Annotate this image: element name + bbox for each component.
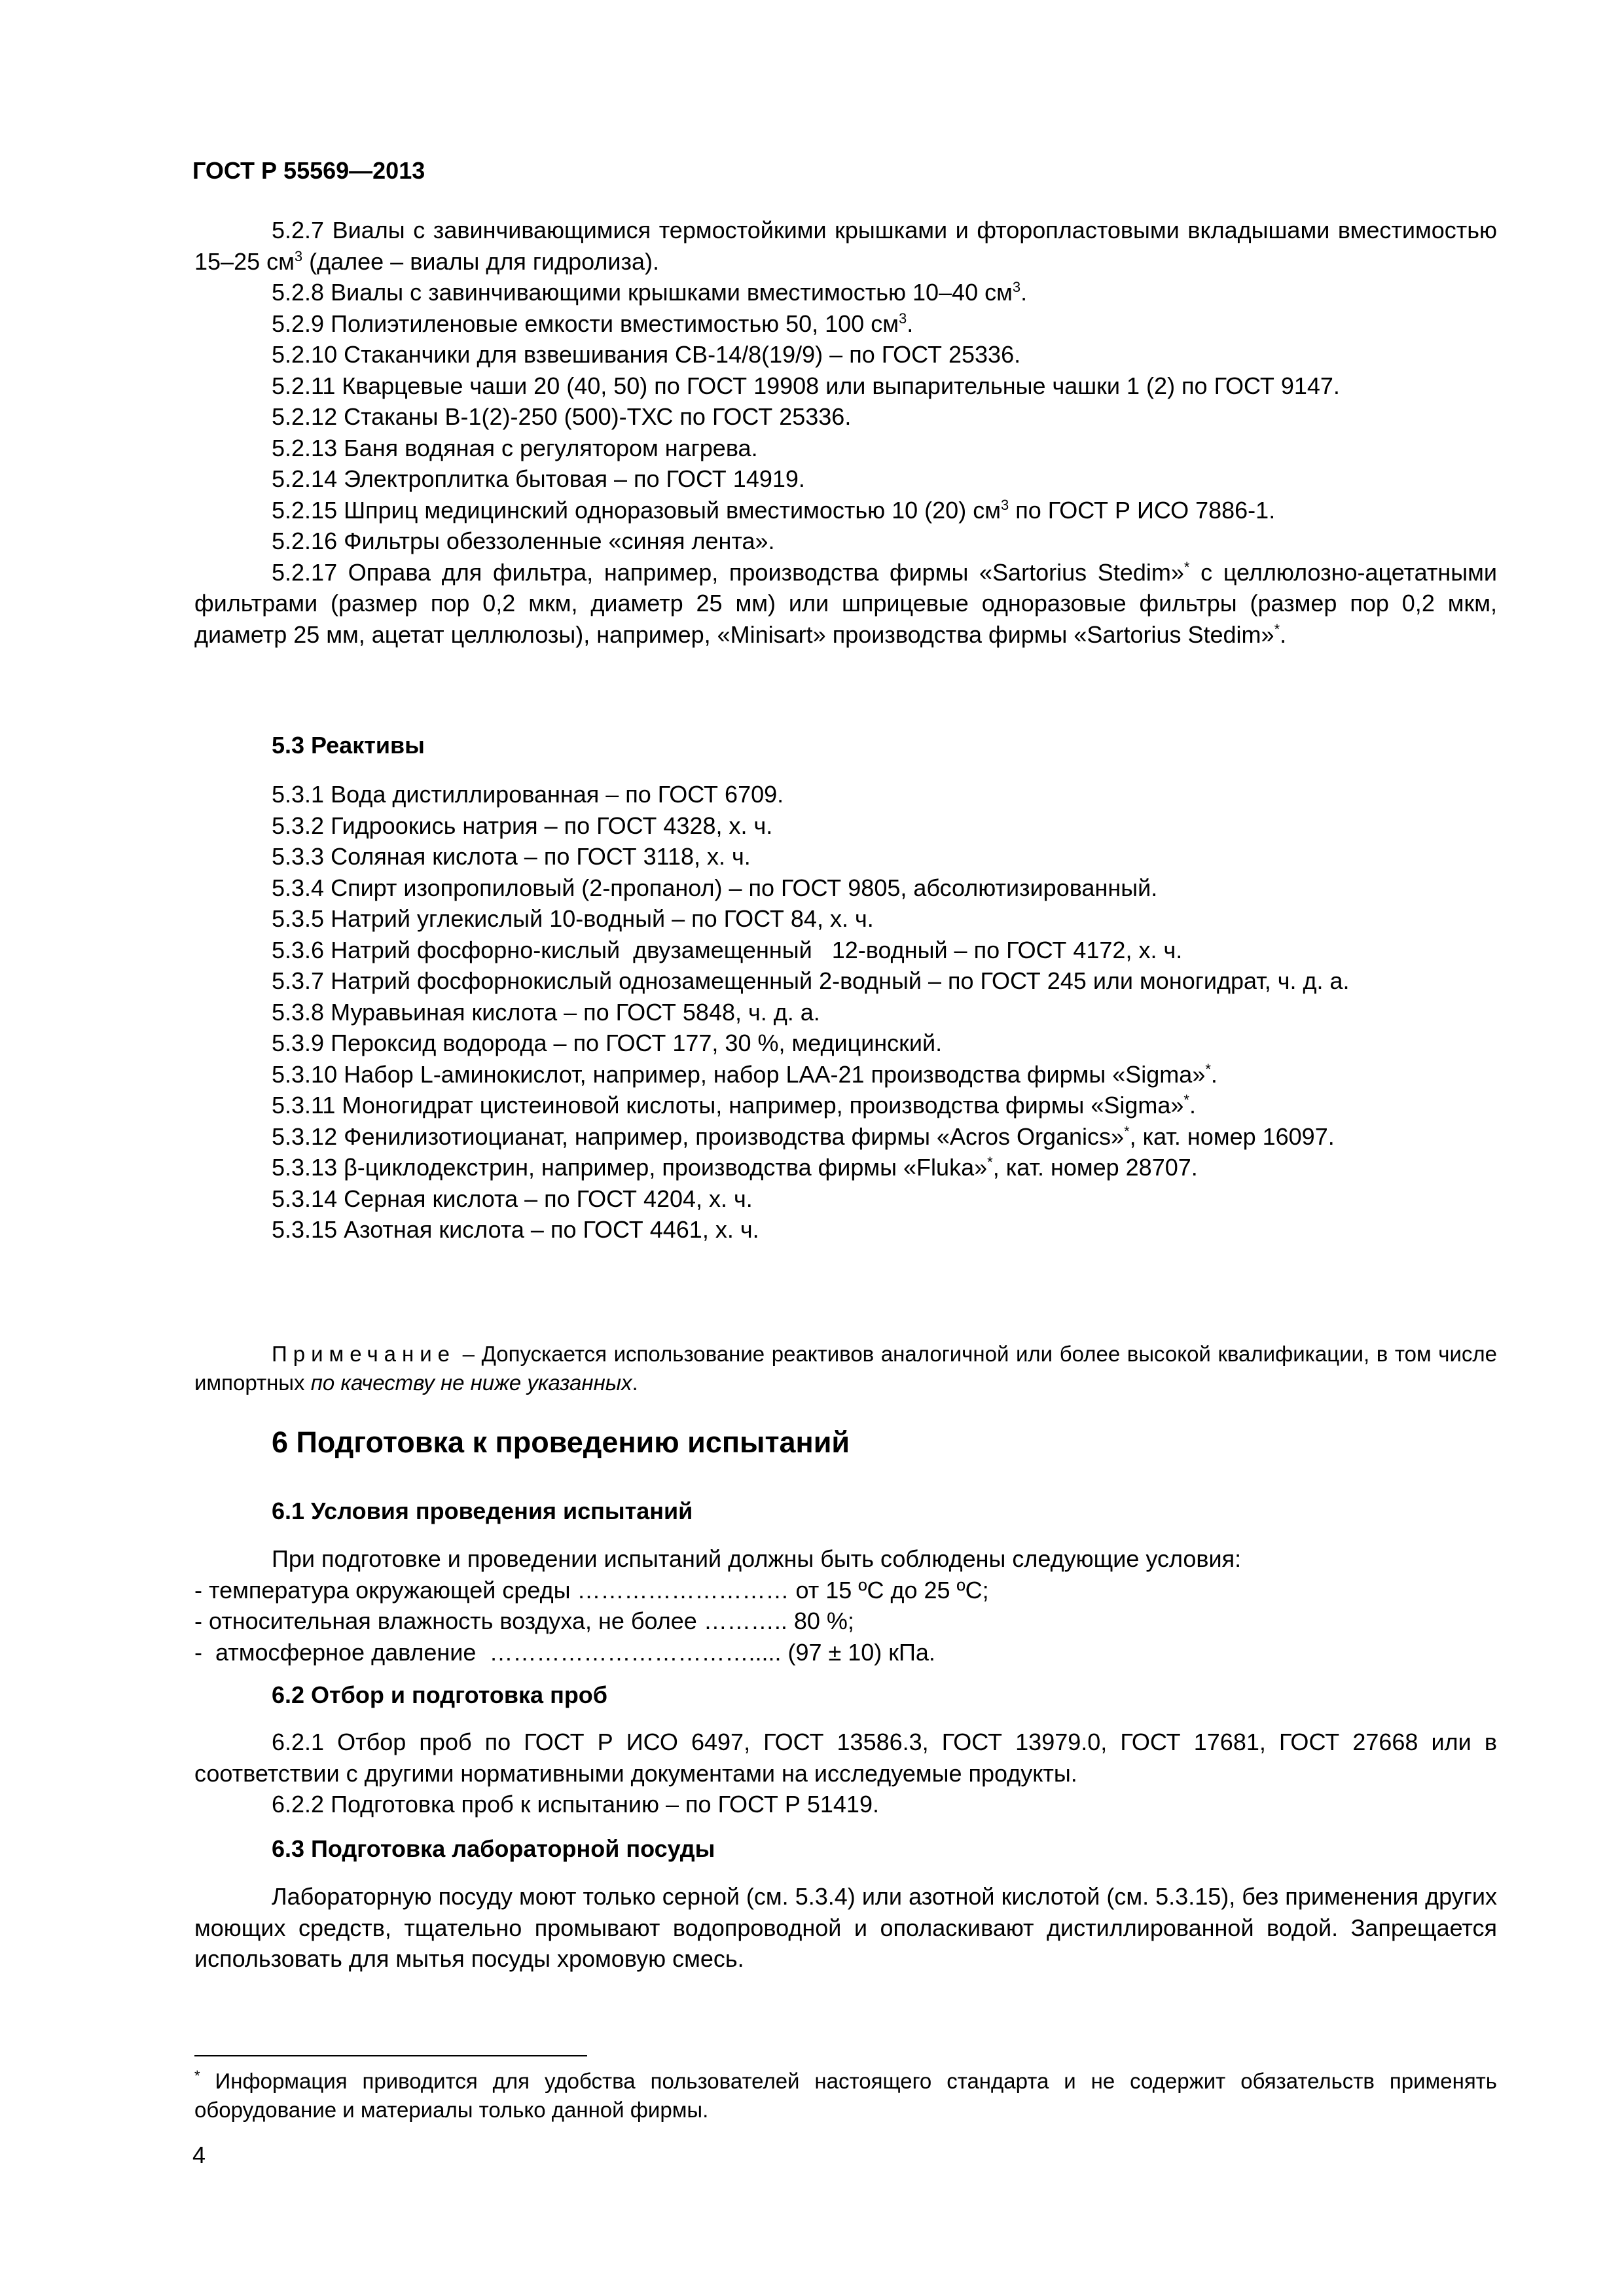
item-5-3-1: 5.3.1 Вода дистиллированная – по ГОСТ 6709. <box>272 781 784 808</box>
conditions-intro: При подготовке и проведении испытаний должны быть соблюдены следующие условия: <box>272 1545 1242 1572</box>
page-number: 4 <box>192 2142 206 2168</box>
note-paragraph: Примечание – Допускается использование реактивов аналогичной или более высокой квалификации, в том числе импортных по качеству не ниже указанных. <box>194 1342 1497 1395</box>
section-6-3-text <box>194 1881 1497 1975</box>
item-5-3-13: 5.3.13 β-циклодекстрин, например, производства фирмы «Fluka»*, кат. номер 28707. <box>272 1154 1198 1181</box>
section-5-3-reagents <box>194 730 1497 761</box>
item-5-2-16: 5.2.16 Фильтры обеззоленные «синяя лента». <box>272 528 775 554</box>
item-5-3-3: 5.3.3 Соляная кислота – по ГОСТ 3118, х. ч. <box>272 843 751 870</box>
item-5-3-4: 5.3.4 Спирт изопропиловый (2-пропанол) – по ГОСТ 9805, абсолютизированный. <box>272 874 1158 901</box>
condition-humidity: - относительная влажность воздуха, не более ……….. 80 %; <box>194 1607 854 1634</box>
section-6-1-conditions <box>194 1543 1497 1668</box>
section-6-title: 6 Подготовка к проведению испытаний <box>272 1426 850 1459</box>
footnote: * Информация приводится для удобства пользователей настоящего стандарта и не содержит обязательств применять оборудование и материалы только данной фирмы. <box>194 2068 1497 2122</box>
section-6-2 <box>194 1679 1497 1711</box>
item-5-2-15: 5.2.15 Шприц медицинский одноразовый вместимостью 10 (20) $см^3$ по ГОСТ Р ИСО 7886-1. <box>272 496 1276 524</box>
item-5-2-9: 5.2.9 Полиэтиленовые емкости вместимостью 50, 100 $см^3$. <box>272 310 914 337</box>
item-5-3-9: 5.3.9 Пероксид водорода – по ГОСТ 177, 30 %, медицинский. <box>272 1030 943 1056</box>
item-5-3-15: 5.3.15 Азотная кислота – по ГОСТ 4461, х. ч. <box>272 1216 759 1243</box>
item-6-3-paragraph: Лабораторную посуду моют только серной (см. 5.3.4) или азотной кислотой (см. 5.3.15), без применения других моющих средств, тщательно промывают водопроводной и ополаскивают дистиллированной водой. Запрещается использовать для мытья посуды хромовую смесь. <box>194 1883 1497 1972</box>
item-5-2-8: 5.2.8 Виалы с завинчивающими крышками вместимостью 10–40 $см^3$. <box>272 279 1028 306</box>
section-6-1-title: 6.1 Условия проведения испытаний <box>272 1498 693 1524</box>
item-5-3-7: 5.3.7 Натрий фосфорнокислый однозамещенный 2-водный – по ГОСТ 245 или моногидрат, ч. д. а. <box>272 967 1350 994</box>
item-5-3-2: 5.3.2 Гидроокись натрия – по ГОСТ 4328, х. ч. <box>272 812 773 839</box>
reagents-note <box>194 1340 1497 1397</box>
condition-temperature: - температура окружающей среды ……………………… от 15 ºС до 25 ºС; <box>194 1576 989 1604</box>
section-6-3 <box>194 1833 1497 1865</box>
section-5-2-equipment <box>194 215 1497 650</box>
item-5-3-5: 5.3.5 Натрий углекислый 10-водный – по ГОСТ 84, х. ч. <box>272 905 874 932</box>
footnote-divider <box>194 2055 587 2056</box>
item-6-2-2: 6.2.2 Подготовка проб к испытанию – по ГОСТ Р 51419. <box>272 1791 879 1818</box>
note-label: Примечание <box>272 1342 456 1366</box>
item-5-3-10: 5.3.10 Набор L-аминокислот, например, набор LAA-21 производства фирмы «Sigma»*. <box>272 1060 1218 1088</box>
item-5-2-12: 5.2.12 Стаканы В-1(2)-250 (500)-ТХС по ГОСТ 25336. <box>272 403 852 430</box>
item-5-3-6: 5.3.6 Натрий фосфорно-кислый двузамещенный 12-водный – по ГОСТ 4172, х. ч. <box>272 936 1183 963</box>
item-5-3-12: 5.3.12 Фенилизотиоцианат, например, производства фирмы «Acros Organics»*, кат. номер 16097. <box>272 1122 1335 1150</box>
document-code-header: ГОСТ Р 55569—2013 <box>192 157 425 184</box>
item-5-2-17: 5.2.17 Оправа для фильтра, например, производства фирмы «Sartorius Stedim»* с целлюлозно-ацетатными фильтрами (размер пор 0,2 мкм, диаметр 25 мм) или шприцевые одноразовые фильтры (размер пор 0,2 мкм, диаметр 25 мм, ацетат целлюлозы), например, «Minisart» производства фирмы «Sartorius Stedim»*. <box>194 558 1498 648</box>
reagents-list <box>194 779 1497 1246</box>
item-5-2-14: 5.2.14 Электроплитка бытовая – по ГОСТ 14919. <box>272 465 805 492</box>
section-6-2-title: 6.2 Отбор и подготовка проб <box>272 1681 608 1708</box>
section-6-2-items <box>194 1727 1497 1820</box>
item-5-2-7: 5.2.7 Виалы с завинчивающимися термостойкими крышками и фторопластовыми вкладышами вместимостью 15–25 $см^3$ (далее – виалы для гидролиза). <box>194 217 1497 275</box>
condition-pressure: - атмосферное давление ……………………………..... (97 ± 10) кПа. <box>194 1638 935 1666</box>
section-5-3-title: 5.3 Реактивы <box>272 732 425 759</box>
item-5-3-14: 5.3.14 Серная кислота – по ГОСТ 4204, х. ч. <box>272 1185 753 1212</box>
item-6-2-1: 6.2.1 Отбор проб по ГОСТ Р ИСО 6497, ГОСТ 13586.3, ГОСТ 13979.0, ГОСТ 17681, ГОСТ 27668 или в соответствии с другими нормативными документами на исследуемые продукты. <box>194 1729 1497 1787</box>
item-5-2-11: 5.2.11 Кварцевые чаши 20 (40, 50) по ГОСТ 19908 или выпарительные чашки 1 (2) по ГОСТ 9147. <box>272 372 1340 399</box>
item-5-3-8: 5.3.8 Муравьиная кислота – по ГОСТ 5848, ч. д. а. <box>272 998 820 1026</box>
item-5-2-13: 5.2.13 Баня водяная с регулятором нагрева. <box>272 434 758 461</box>
item-5-2-10: 5.2.10 Стаканчики для взвешивания СВ-14/8(19/9) – по ГОСТ 25336. <box>272 341 1021 368</box>
section-6-3-title: 6.3 Подготовка лабораторной посуды <box>272 1835 715 1862</box>
item-5-3-11: 5.3.11 Моногидрат цистеиновой кислоты, например, производства фирмы «Sigma»*. <box>272 1092 1196 1119</box>
section-6-1 <box>194 1496 1497 1527</box>
